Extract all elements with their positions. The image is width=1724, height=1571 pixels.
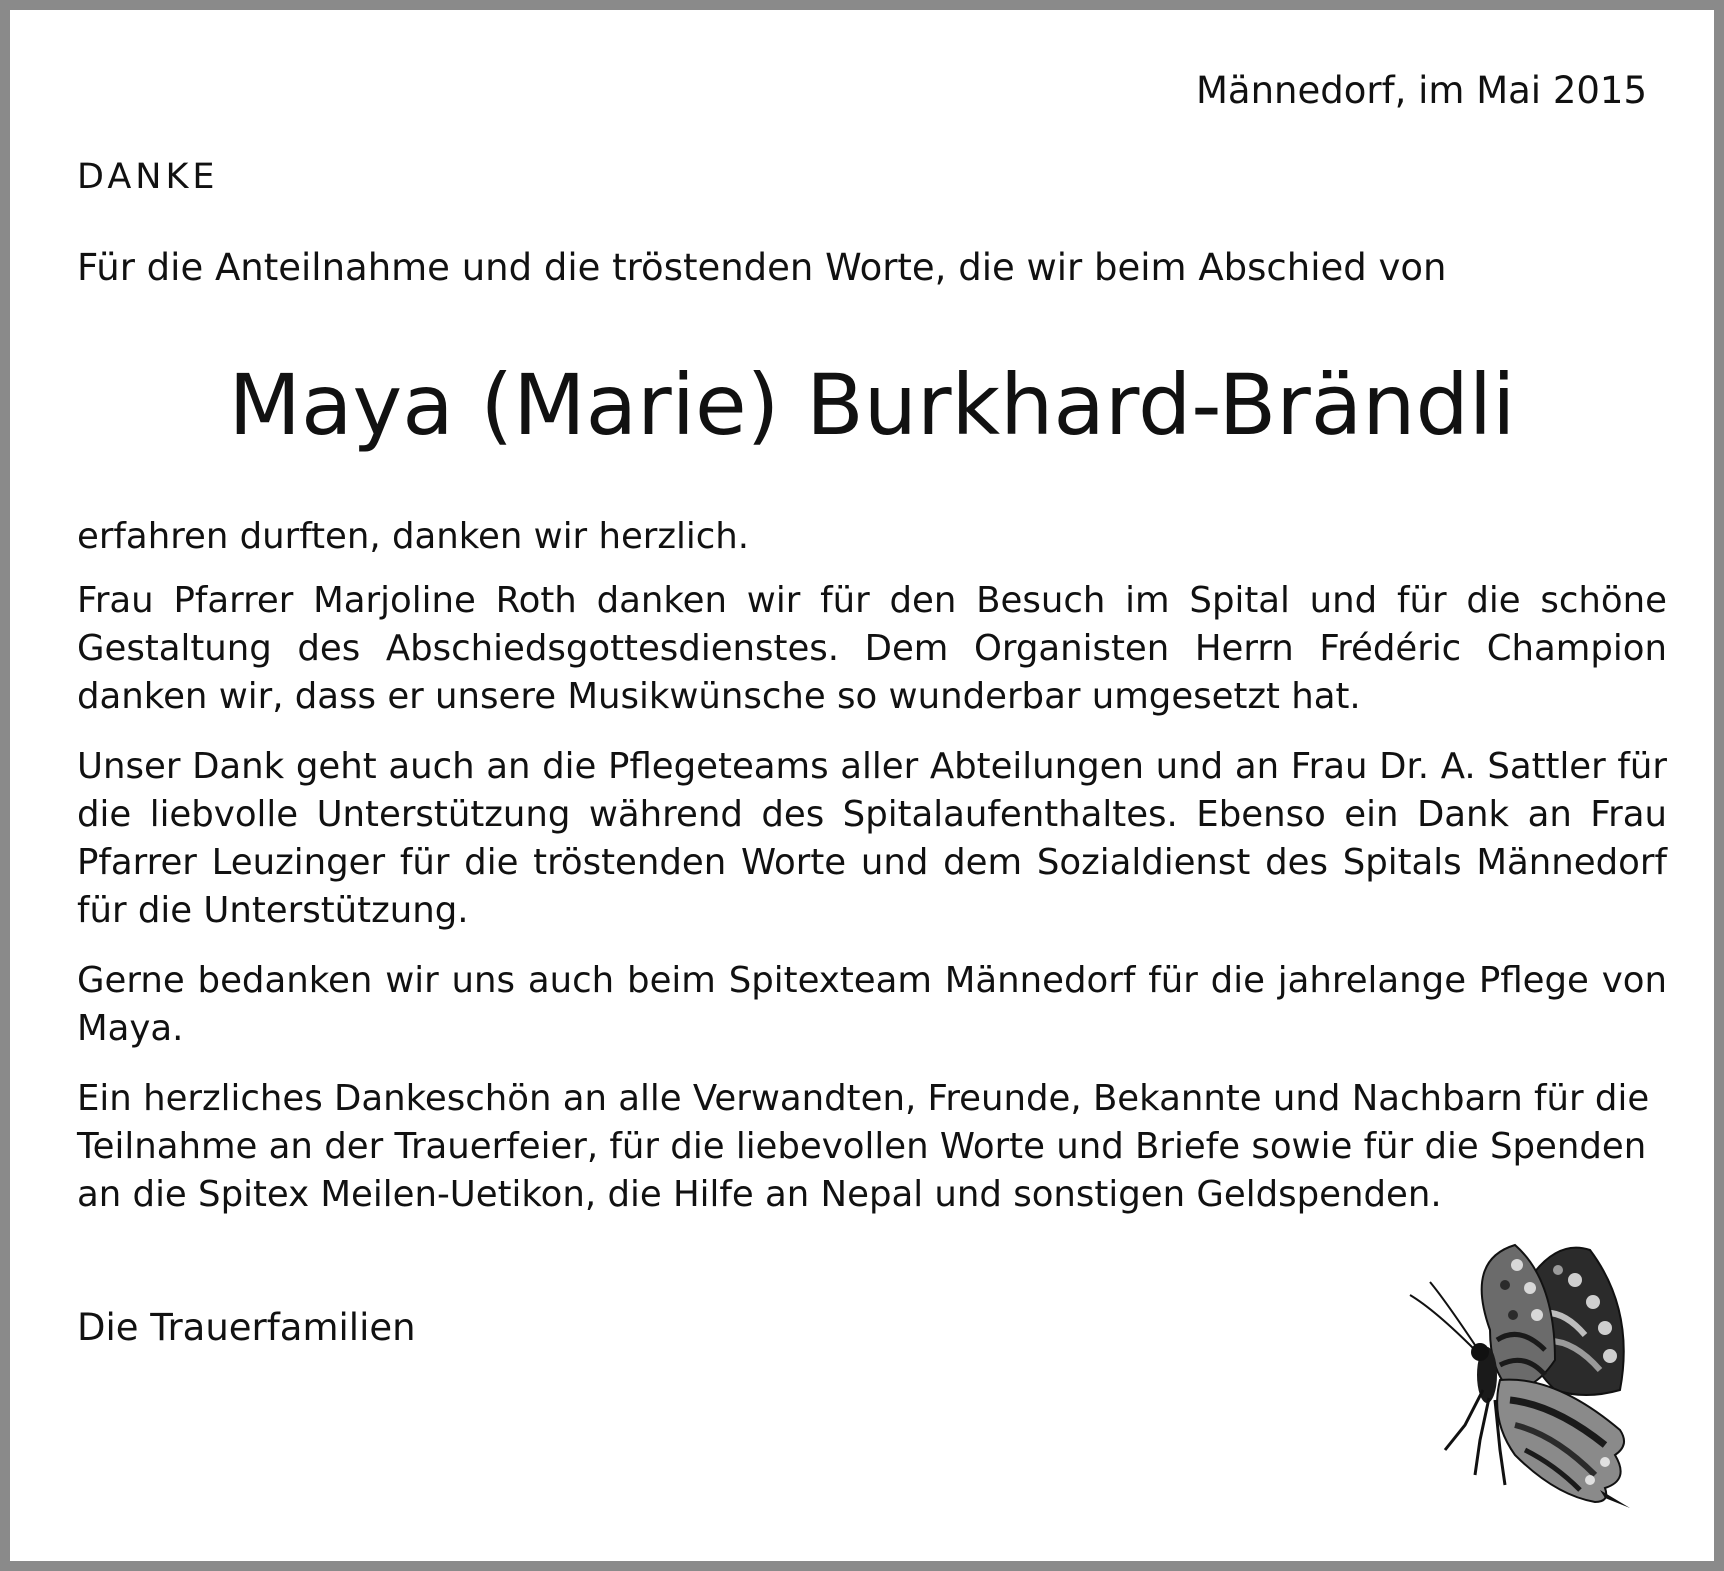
heading-danke: DANKE	[77, 157, 219, 197]
paragraph-1: erfahren durften, danken wir herzlich.	[77, 516, 750, 557]
signature: Die Trauerfamilien	[77, 1306, 416, 1349]
butterfly-icon	[1405, 1240, 1675, 1530]
body-text	[77, 513, 1667, 1241]
deceased-name: Maya (Marie) Burkhard-Brändli	[228, 356, 1516, 454]
paragraph-4: Gerne bedanken wir uns auch beim Spitexteam Männedorf für die jahrelange Pflege von Maya.	[77, 960, 1667, 1049]
paragraph-2: Frau Pfarrer Marjoline Roth danken wir für den Besuch im Spital und für die schöne Gestaltung des Abschiedsgottesdienstes. Dem Organisten Herrn Frédéric Champion danken wir, dass er unsere Musikwünsche so wunderbar umgesetzt hat.	[77, 580, 1667, 717]
place-date: Männedorf, im Mai 2015	[1195, 69, 1647, 112]
paragraph-5: Ein herzliches Dankeschön an alle Verwandten, Freunde, Bekannte und Nachbarn für die Teilnahme an der Trauerfeier, für die liebevollen Worte und Briefe sowie für die Spenden an die Spitex Meilen-Uetikon, die Hilfe an Nepal und sonstigen Geldspenden.	[77, 1078, 1650, 1215]
paragraph-3: Unser Dank geht auch an die Pflegeteams aller Abteilungen und an Frau Dr. A. Sattler für die liebvolle Unterstützung während des Spitalaufenthaltes. Ebenso ein Dank an Frau Pfarrer Leuzinger für die tröstenden Worte und dem Sozialdienst des Spitals Männedorf für die Unterstützung.	[77, 746, 1667, 931]
intro-line: Für die Anteilnahme und die tröstenden Worte, die wir beim Abschied von	[77, 246, 1447, 289]
